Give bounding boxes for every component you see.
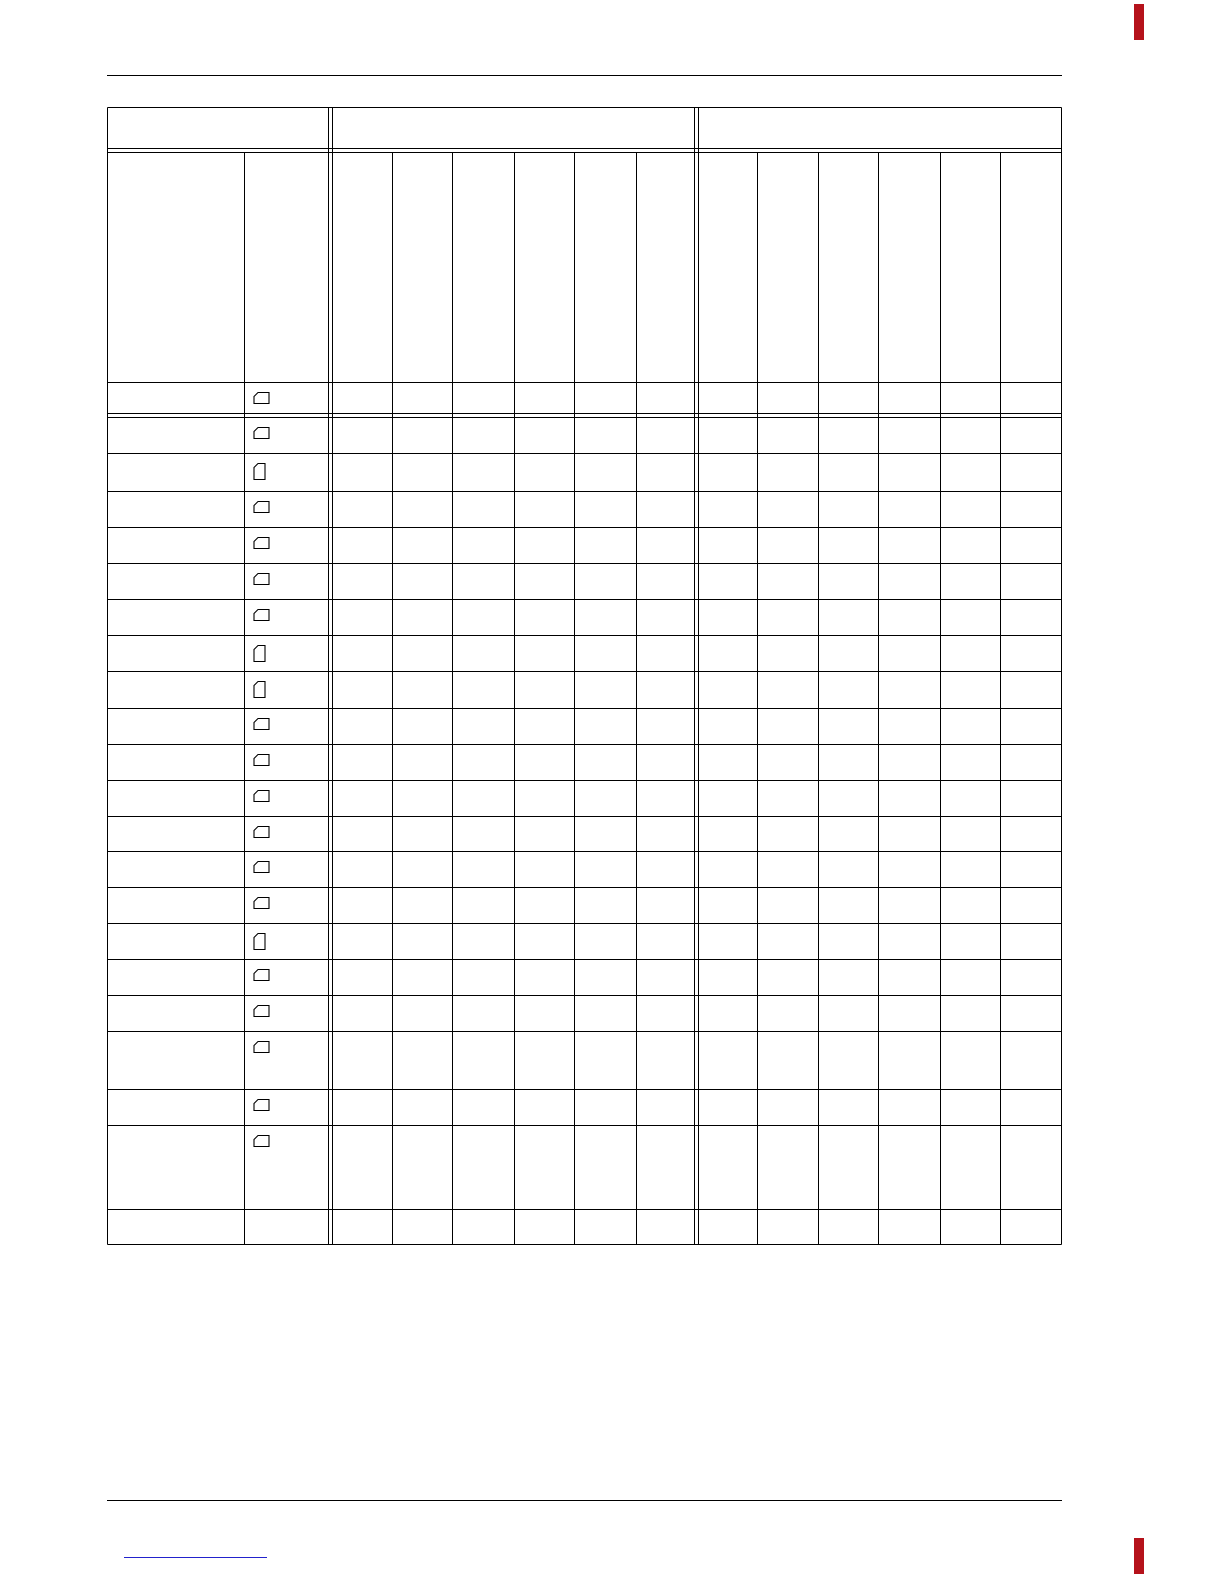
paper-landscape-icon xyxy=(254,719,269,730)
paper-landscape-icon xyxy=(254,898,269,909)
paper-landscape-icon xyxy=(254,970,269,981)
footer-link-underline[interactable] xyxy=(124,1557,267,1558)
paper-landscape-icon xyxy=(254,610,269,621)
paper-portrait-icon xyxy=(254,646,265,662)
paper-landscape-icon xyxy=(254,827,269,838)
paper-landscape-icon xyxy=(254,1042,269,1053)
paper-landscape-icon xyxy=(254,502,269,513)
paper-landscape-icon xyxy=(254,1006,269,1017)
paper-portrait-icon xyxy=(254,934,265,950)
paper-portrait-icon xyxy=(254,682,265,698)
paper-landscape-icon xyxy=(254,791,269,802)
paper-landscape-icon xyxy=(254,574,269,585)
table-orientation-icons xyxy=(254,393,269,1147)
paper-portrait-icon xyxy=(254,464,265,480)
table-grid-lines xyxy=(108,108,1062,1245)
chapter-tab-bottom xyxy=(1134,1538,1144,1574)
paper-landscape-icon xyxy=(254,538,269,549)
paper-landscape-icon xyxy=(254,1100,269,1111)
paper-landscape-icon xyxy=(254,428,269,439)
paper-landscape-icon xyxy=(254,1136,269,1147)
footer-rule xyxy=(107,1500,1062,1501)
paper-landscape-icon xyxy=(254,755,269,766)
paper-landscape-icon xyxy=(254,393,269,404)
paper-landscape-icon xyxy=(254,862,269,873)
